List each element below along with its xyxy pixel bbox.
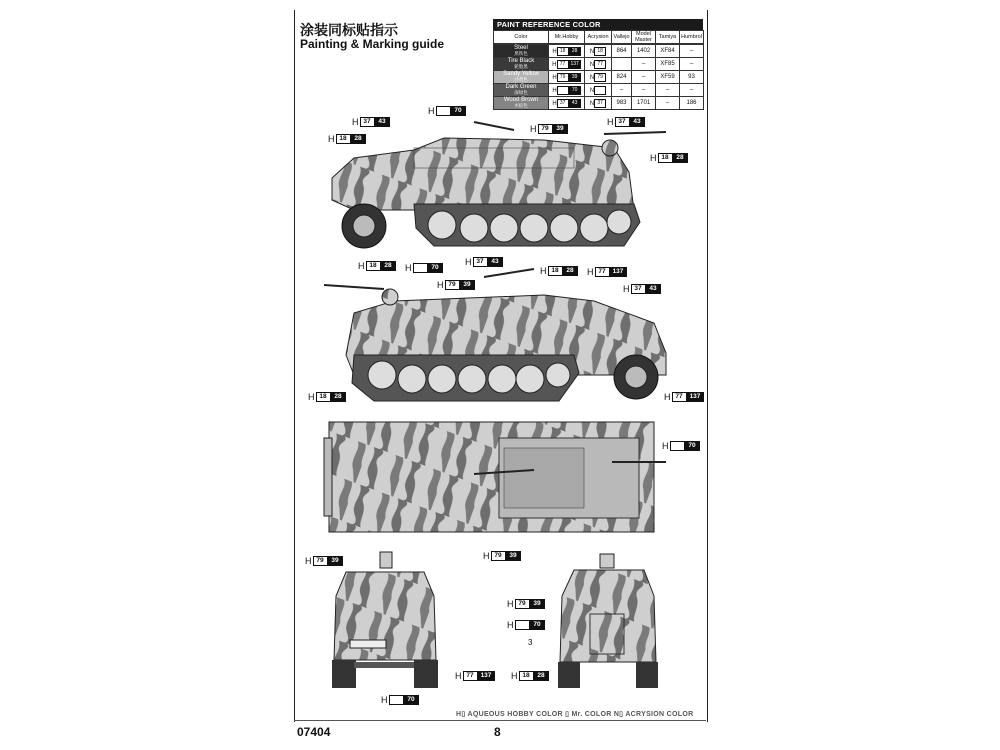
vallejo-cell [612, 58, 632, 71]
callout: H 77 137 [664, 392, 704, 402]
acrysion-cell: N 18 [585, 45, 612, 58]
color-name-zh: 木棕色 [514, 103, 528, 108]
callout: H 79 39 [507, 599, 545, 609]
mrhobby-cell: H 18 28 [549, 45, 585, 58]
humbrol-cell: – [680, 84, 704, 97]
acrysion-cell: N 79 [585, 71, 612, 84]
model-master-cell: – [632, 71, 656, 84]
tamiya-cell: XF85 [656, 58, 680, 71]
acrysion-cell: N [585, 84, 612, 97]
paint-table-header-row [494, 31, 704, 44]
callout: H 70 [662, 441, 700, 451]
color-name: Dark Green [505, 84, 537, 90]
color-swatch-cell [494, 84, 549, 97]
mrhobby-cell: H 79 39 [549, 71, 585, 84]
column-header: Mr.Hobby [549, 31, 585, 44]
color-name-zh: 黑铁色 [514, 51, 528, 56]
callout: H 18 28 [511, 671, 549, 681]
column-header: Acrysion [585, 31, 612, 44]
callout: H 70 [507, 620, 545, 630]
mrhobby-cell: H 70 [549, 84, 585, 97]
callout: H 37 43 [623, 284, 661, 294]
humbrol-cell: – [680, 45, 704, 58]
paint-row [494, 45, 704, 58]
callout: H 18 28 [540, 266, 578, 276]
callout: H 37 43 [465, 257, 503, 267]
callout: H 18 28 [358, 261, 396, 271]
paint-row [494, 84, 704, 97]
column-header: Tamiya [656, 31, 680, 44]
tamiya-cell: XF59 [656, 71, 680, 84]
model-master-cell: – [632, 58, 656, 71]
vallejo-cell: 824 [612, 71, 632, 84]
vehicle-illustrations [294, 100, 706, 710]
kit-number: 07404 [297, 725, 331, 739]
column-header: Color [494, 31, 549, 44]
color-swatch-cell [494, 58, 549, 71]
front-view [332, 552, 438, 688]
vallejo-cell: 864 [612, 45, 632, 58]
column-header: Model Master [632, 31, 656, 44]
paint-reference-table [493, 19, 703, 110]
column-header: Humbrol [680, 31, 704, 44]
vallejo-cell: 983 [612, 97, 632, 110]
vallejo-cell: – [612, 84, 632, 97]
tamiya-cell: XF84 [656, 45, 680, 58]
page-bottom-rule [294, 720, 706, 721]
humbrol-cell: 93 [680, 71, 704, 84]
mrhobby-cell: H 37 43 [549, 97, 585, 110]
callout: H 79 39 [437, 280, 475, 290]
acrysion-cell: N 37 [585, 97, 612, 110]
title-chinese: 涂装同标贴指示 [300, 22, 398, 38]
color-swatch-cell [494, 45, 549, 58]
callout: H 18 28 [328, 134, 366, 144]
model-master-cell: – [632, 84, 656, 97]
humbrol-cell: – [680, 58, 704, 71]
color-swatch-cell [494, 71, 549, 84]
callout: H 18 28 [308, 392, 346, 402]
callout: H 70 [381, 695, 419, 705]
rear-view [558, 554, 658, 688]
callout: H 18 28 [650, 153, 688, 163]
color-name: Tire Black [507, 58, 535, 64]
callout: H 70 [428, 106, 466, 116]
column-header: Vallejo [612, 31, 632, 44]
callout: H 77 137 [455, 671, 495, 681]
color-legend: H▯ AQUEOUS HOBBY COLOR ▯ Mr. COLOR N▯ ACRYSION COLOR [456, 711, 694, 718]
title-english: Painting & Marking guide [300, 37, 445, 51]
model-master-cell: 1402 [632, 45, 656, 58]
callout: H 70 [405, 263, 443, 273]
color-name: Wood Brown [503, 97, 539, 103]
color-name-zh: 轮胎黑 [514, 64, 528, 69]
callout: H 79 39 [305, 556, 343, 566]
callout: H 37 43 [352, 117, 390, 127]
color-name: Steel [514, 45, 528, 51]
page-number: 8 [494, 725, 501, 739]
acrysion-cell: N 77 [585, 58, 612, 71]
callout: H 79 39 [530, 124, 568, 134]
paint-row [494, 71, 704, 84]
color-name: Sandy Yellow [503, 71, 539, 77]
paint-row [494, 58, 704, 71]
callout: H 79 39 [483, 551, 521, 561]
callout: H 37 43 [607, 117, 645, 127]
model-master-cell: 1701 [632, 97, 656, 110]
callout: H 77 137 [587, 267, 627, 277]
side-view-left [332, 122, 666, 248]
paint-reference-heading: PAINT REFERENCE COLOR [493, 19, 703, 30]
tamiya-cell: – [656, 97, 680, 110]
humbrol-cell: 186 [680, 97, 704, 110]
color-name-zh: 深绿色 [514, 90, 528, 95]
mrhobby-cell: H 77 137 [549, 58, 585, 71]
top-view [324, 422, 666, 532]
tamiya-cell: – [656, 84, 680, 97]
marking-number: 3 [528, 638, 533, 647]
side-view-right [324, 269, 666, 401]
paint-table [493, 30, 704, 44]
color-name-zh: 沙黄色 [514, 77, 528, 82]
